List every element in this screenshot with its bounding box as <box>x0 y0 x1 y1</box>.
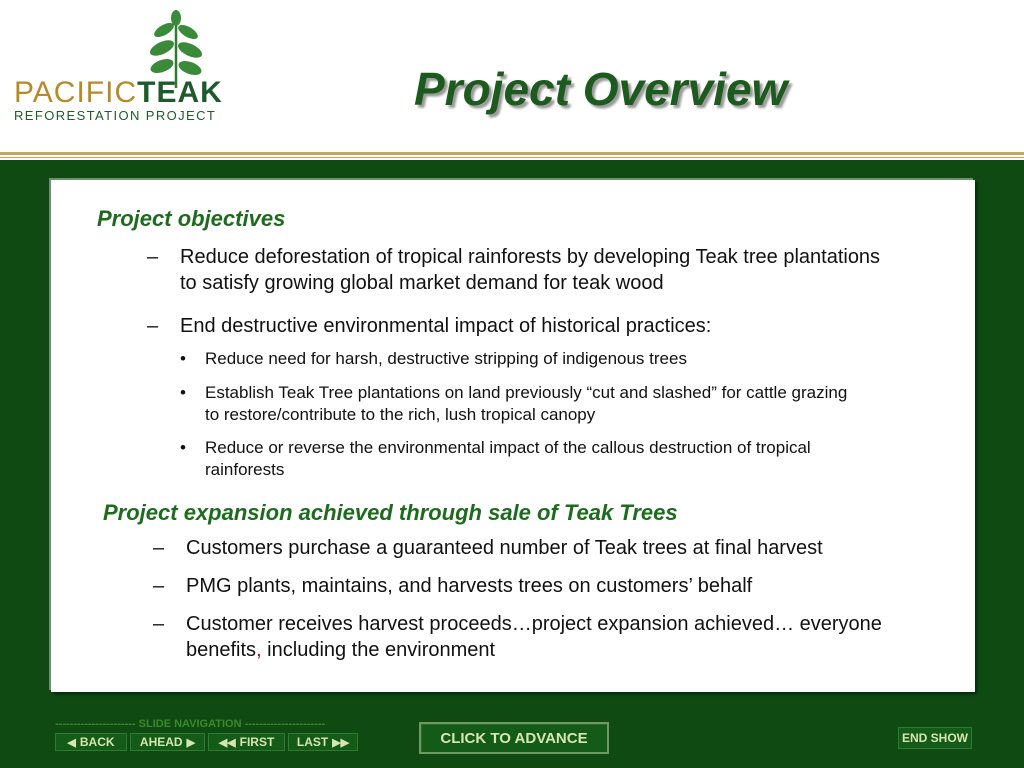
list-item: • Establish Teak Tree plantations on land previously “cut and slashed” for cattle grazing to restore/contribute to the rich, lush tropical canopy <box>180 383 848 424</box>
logo-subtitle: REFORESTATION PROJECT <box>14 108 217 123</box>
content-panel <box>51 180 975 692</box>
slide-title: Project Overview <box>414 63 788 115</box>
section-heading-expansion: Project expansion achieved through sale of Teak Trees <box>103 500 678 525</box>
list-item: – Customer receives harvest proceeds…project expansion achieved… everyone benefits, including the environment <box>153 613 882 661</box>
click-to-advance-button[interactable]: CLICK TO ADVANCE <box>419 722 609 754</box>
pacific-teak-logo <box>8 10 298 122</box>
last-button[interactable]: LAST ▶▶ <box>288 733 358 751</box>
ahead-button[interactable]: AHEAD ▶ <box>130 733 205 751</box>
logo-word-pacific: PACIFIC <box>14 76 138 109</box>
double-right-icon: ▶▶ <box>332 736 350 749</box>
list-item: • Reduce need for harsh, destructive stripping of indigenous trees <box>180 349 687 368</box>
logo-wordmark <box>14 76 223 110</box>
list-item: – End destructive environmental impact of historical practices: <box>147 315 712 337</box>
back-button[interactable]: ◀ BACK <box>55 733 127 751</box>
first-button[interactable]: ◀◀ FIRST <box>208 733 285 751</box>
list-item: • Reduce or reverse the environmental impact of the callous destruction of tropical rainforests <box>180 438 811 479</box>
double-left-icon: ◀◀ <box>218 736 236 749</box>
triangle-right-icon: ▶ <box>186 736 196 749</box>
list-item: – Customers purchase a guaranteed number of Teak trees at final harvest <box>153 537 823 559</box>
logo-word-teak: TEAK <box>137 76 223 109</box>
triangle-left-icon: ◀ <box>67 736 76 749</box>
gold-rule-thin <box>0 157 1024 158</box>
end-show-button[interactable]: END SHOW <box>898 727 972 749</box>
slide-navigation-caption: ---------------------- SLIDE NAVIGATION ---------------------- <box>55 718 326 730</box>
list-item: – PMG plants, maintains, and harvests trees on customers’ behalf <box>153 575 753 597</box>
gold-rule <box>0 152 1024 155</box>
list-item: – Reduce deforestation of tropical rainforests by developing Teak tree plantations to satisfy growing global market demand for teak wood <box>147 246 881 294</box>
slide-header <box>0 0 1024 152</box>
section-heading-objectives: Project objectives <box>97 206 286 231</box>
